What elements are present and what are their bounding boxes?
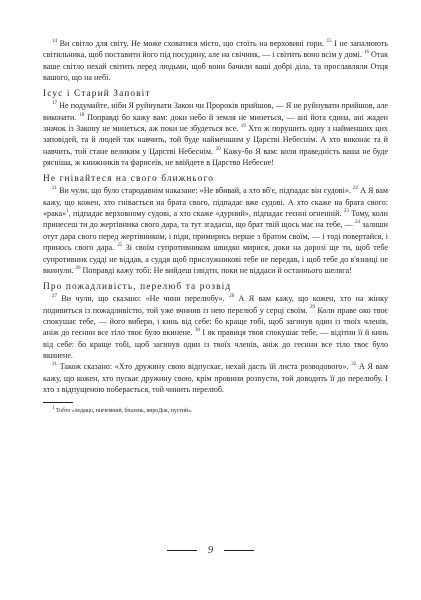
scripture-paragraph — [43, 361, 388, 395]
page-body — [43, 38, 388, 415]
verse-text: Хто ж порушить одну з найменших цих заповідей, та й людей так навчить, той буде найменшим у Царстві Небеснім. А хто виконає та й навчить, той стане великим у Царстві Небеснім. — [43, 124, 388, 156]
verse-text: Коли праве око твоє спокушає тебе, — його вибери, і кинь від себе: бо краще тобі, щоб загинув один із твоїх членів, аніж до геєнни все тіло твоє було вкинене. — [43, 305, 388, 338]
verse-number: 18 — [79, 112, 85, 118]
footnote-mark: 1 — [52, 405, 55, 411]
verse-number: 31 — [52, 362, 57, 368]
verse-text: Ви чули, що сказано: «Не чини перелюбу». — [57, 294, 230, 304]
scripture-paragraph — [43, 185, 388, 276]
verse-text: залиши отут дара свого перед жертівником, і піди, примирись перше з братом своїм, — і тоді повертайся, і принось свого дара. — [43, 220, 388, 253]
verse-number: 20 — [215, 146, 221, 152]
verse-text: Отак ваше світло нехай світить перед людьми, щоб вони бачили ваші добрі діла, та прославляли Отця вашого, що на небі. — [43, 50, 388, 83]
verse-text: Зі своїм супротивником швидко мирися, доки на дорозі ще ти, щоб тебе супротивник судді не віддав, а суддя щоб прислужникові тебе не передав, і щоб тебе до в'язниці не вкинули. — [43, 243, 388, 275]
verse-text: Поправді бо кажу вам: доки небо й земля не минеться, — ані йота єдина, ані жаден значок із Закону не минеться, аж поки не збудеться все. — [43, 112, 388, 134]
section-heading: Ісус і Старий Заповіт — [43, 89, 151, 100]
footnote — [43, 407, 388, 415]
verse-number: 25 — [117, 242, 123, 248]
verse-text: Ви світло для світу. Не може сховатися місто, що стоїть на верховині гори. — [57, 39, 327, 48]
verse-text: А Я вам кажу, що кожен, хто пускає дружину свою, крім провини розпусти, той доводить її до перелюбу. І хто з відпущеною поберається, той чинить перелюб. — [43, 362, 388, 394]
verse-text: А Я вам кажу, що кожен, хто гнівається на брата свого, підпадає вже судові. А хто скаже на брата свого: «рака» — [43, 186, 388, 219]
verse-text: , підпадає верховному судові, а хто скаже «дурний», підпадає геєнні огненній. — [68, 209, 344, 219]
verse-number: 19 — [240, 123, 246, 129]
verse-text: Не подумайте, ніби Я руйнувати Закон чи Пророків прийшов, — Я не руйнувати прийшов, але виконати. — [43, 101, 388, 122]
verse-text: А Я вам кажу, що кожен, хто на жінку подивиться із пожадливістю, той уже вчинив із нею перелюб у серці своїм. — [43, 294, 388, 315]
footnote-text: Тобто «ледащо, нікчемний, бпазень, вироДок, пустий». — [54, 408, 193, 415]
footnote-separator — [43, 402, 73, 403]
verse-text: Поправді кажу тобі: Не вийдеш ізвідти, поки не віддаси й останнього шеляга! — [80, 265, 352, 275]
verse-number: 27 — [52, 294, 57, 299]
verse-text: І не запалюють світильника, щоб поставити його під посудину, але на свічник, — і світить воно всім у домі. — [43, 39, 388, 60]
verse-number: 22 — [353, 186, 359, 192]
scripture-paragraph — [43, 100, 388, 168]
page-number: 9 — [207, 544, 214, 556]
verse-text: І як правиця твоя спокушає тебе, — відітни її й кинь від себе: бо краще тобі, щоб загинув один із твоїх членів, аніж до геєнни все тіло твоє було вкинене. — [43, 328, 388, 360]
verse-number: 1 — [66, 208, 69, 214]
page-number-row — [0, 543, 421, 557]
verse-number: 17 — [52, 101, 57, 107]
verse-text: Тому, коли принесеш ти до жертівника свого дара, та тут згадаєш, що брат твій щось має на тебе, — — [43, 209, 388, 230]
verse-text: Ви чули, що було стародавнім наказане: «Не вбивай, а хто вб'є, підпадає він судові». — [57, 186, 354, 196]
verse-number: 28 — [229, 294, 235, 299]
verse-number: 30 — [195, 328, 200, 334]
section-heading: Про пожадливість, перелюб та розвід — [43, 282, 232, 293]
verse-number: 26 — [75, 265, 81, 271]
verse-number: 16 — [363, 50, 369, 56]
verse-number: 29 — [309, 305, 315, 311]
verse-number: 21 — [52, 186, 57, 192]
page-number-rule-left — [167, 550, 197, 551]
page-number-rule-right — [224, 550, 254, 551]
verse-number: 32 — [351, 362, 357, 368]
scripture-paragraph — [43, 293, 388, 361]
section-heading: Не гнівайтеся на свого ближнього — [43, 174, 215, 185]
verse-number: 24 — [355, 220, 361, 226]
verse-text: Кажу-бо Я вам: коли праведність ваша не буде рясніша, ж книжників та фарисеїв, не ввійдете в Царство Небесне! — [43, 146, 388, 168]
scripture-paragraph — [43, 38, 388, 83]
verse-text: Також сказано: «Хто дружину свою відпускає, нехай дасть їй листа розводового». — [57, 362, 352, 372]
verse-number: 15 — [326, 38, 332, 44]
verse-number: 23 — [343, 208, 349, 214]
verse-number: 14 — [52, 38, 57, 44]
